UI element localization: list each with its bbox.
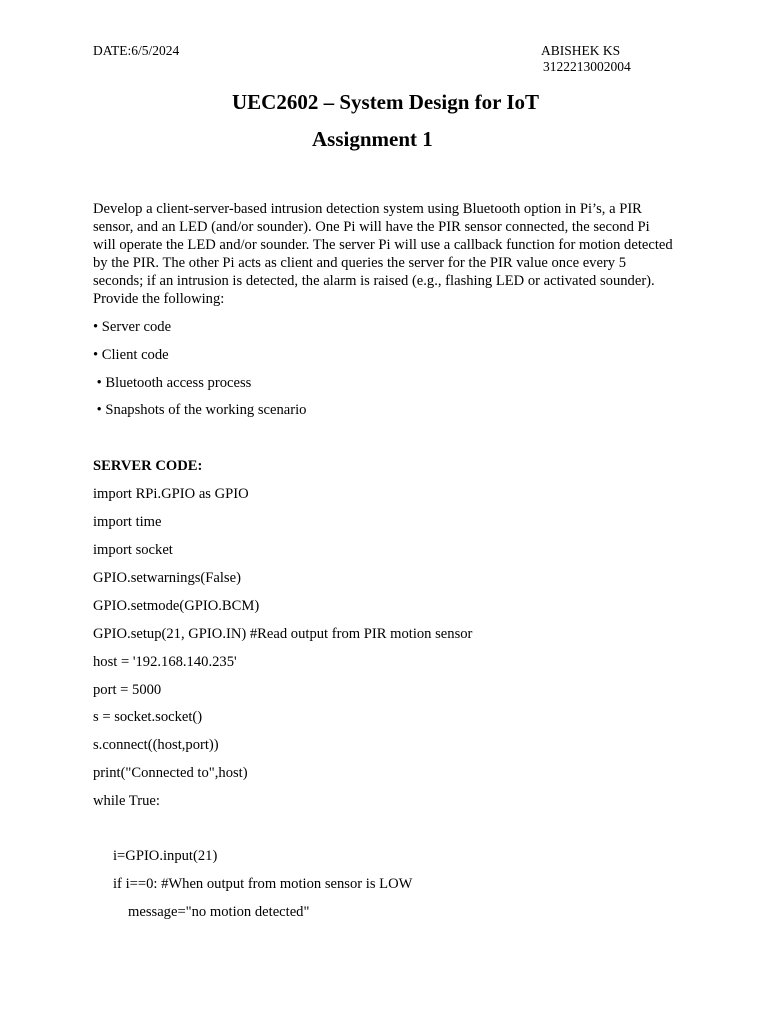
code-line: GPIO.setup(21, GPIO.IN) #Read output from PIR motion sensor: [93, 626, 473, 642]
bullet-bluetooth-access: • Bluetooth access process: [93, 375, 252, 391]
code-line: message="no motion detected": [128, 904, 310, 920]
code-line: import time: [93, 514, 162, 530]
assignment-description: Develop a client-server-based intrusion detection system using Bluetooth option in Pi’s, a PIR sensor, and an LED (and/or sounder). One Pi will have the PIR sensor connected, the second Pi will operate the LED and/or sounder. The server Pi will use a callback function for motion detected by the PIR. The other Pi acts as client and queries the server for the PIR value once every 5 seconds; if an intrusion is detected, the alarm is raised (e.g., flashing LED or activated sounder). Provide the following:: [93, 201, 673, 307]
bullet-server-code: • Server code: [93, 319, 172, 335]
code-line: i=GPIO.input(21): [113, 848, 218, 864]
date-label: DATE:6/5/2024: [93, 43, 180, 58]
author-name: ABISHEK KS: [541, 43, 621, 58]
assignment-title: Assignment 1: [312, 127, 433, 151]
code-line: print("Connected to",host): [93, 765, 248, 781]
bullet-snapshots: • Snapshots of the working scenario: [93, 402, 307, 418]
code-line: import socket: [93, 542, 173, 558]
server-code-heading: SERVER CODE:: [93, 458, 203, 474]
code-line: s.connect((host,port)): [93, 737, 219, 753]
code-line: port = 5000: [93, 682, 162, 698]
code-line: import RPi.GPIO as GPIO: [93, 486, 249, 502]
code-line: while True:: [93, 793, 160, 809]
code-line: GPIO.setmode(GPIO.BCM): [93, 598, 260, 614]
code-line: GPIO.setwarnings(False): [93, 570, 241, 586]
code-line: if i==0: #When output from motion sensor is LOW: [113, 876, 413, 892]
code-line: s = socket.socket(): [93, 709, 203, 725]
course-title: UEC2602 – System Design for IoT: [232, 90, 540, 114]
code-line: host = '192.168.140.235': [93, 654, 237, 670]
author-id: 3122213002004: [543, 59, 631, 74]
bullet-client-code: • Client code: [93, 347, 169, 363]
